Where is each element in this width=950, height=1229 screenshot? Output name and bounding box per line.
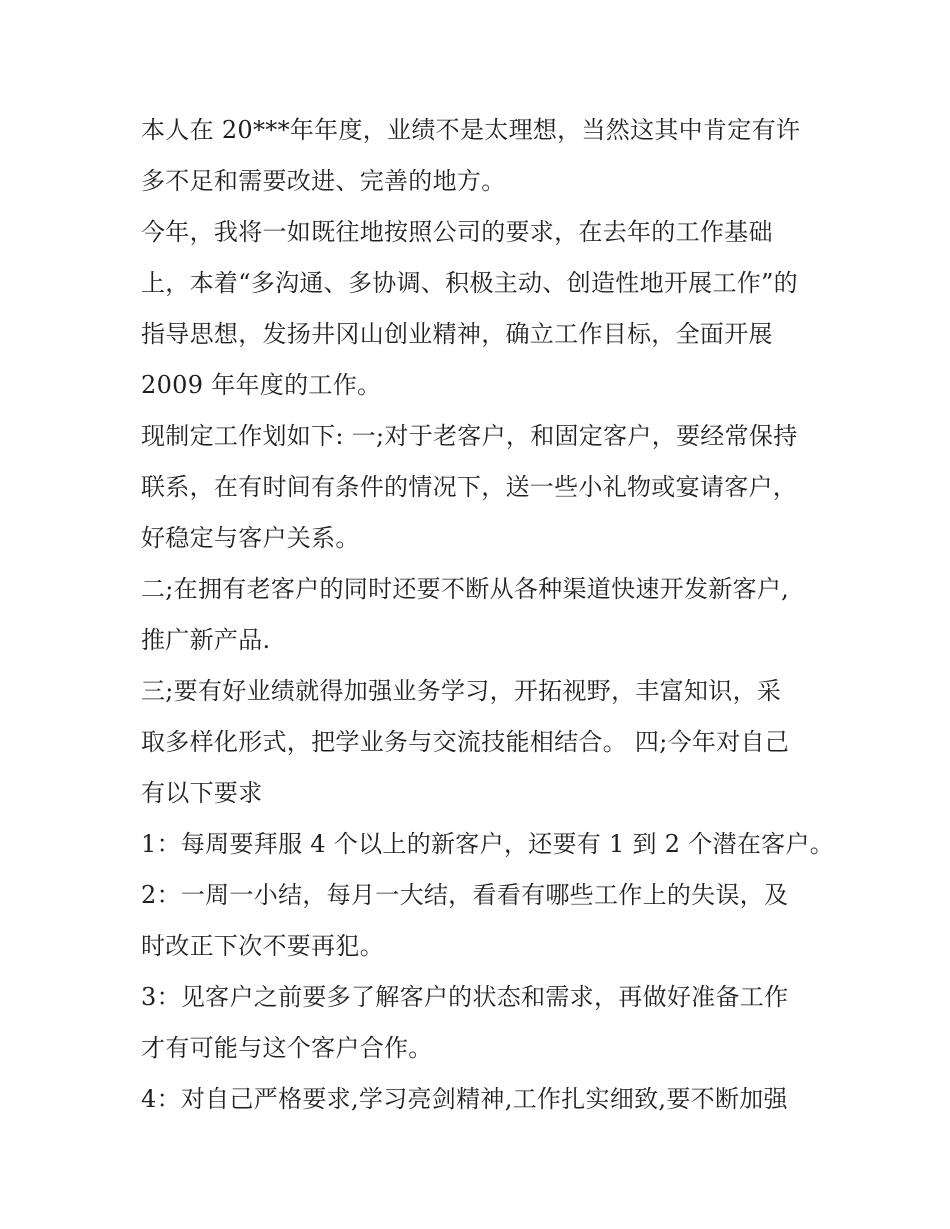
text-line: 好稳定与客户关系。 (141, 524, 360, 552)
text-line: 取多样化形式，把学业务与交流技能相结合。 四;今年对自己 (141, 728, 790, 756)
text-line: 今年，我将一如既往地按照公司的要求，在去年的工作基础 (141, 218, 773, 246)
text-line: 3：见客户之前要多了解客户的状态和需求，再做好准备工作 (141, 983, 789, 1011)
text-line: 三;要有好业绩就得加强业务学习，开拓视野，丰富知识，采 (141, 677, 782, 705)
text-line: 联系，在有时间有条件的情况下，送一些小礼物或宴请客户， (141, 473, 798, 501)
document-body (141, 105, 835, 1125)
text-line: 推广新产品. (141, 626, 271, 654)
text-line: 2009 年年度的工作。 (141, 371, 382, 399)
text-line: 有以下要求 (141, 779, 263, 807)
text-line: 4：对自己严格要求,学习亮剑精神,工作扎实细致,要不断加强 (141, 1085, 788, 1113)
text-line: 2：一周一小结，每月一大结，看看有哪些工作上的失误，及 (141, 881, 789, 909)
text-line: 时改正下次不要再犯。 (141, 932, 384, 960)
text-line: 多不足和需要改进、完善的地方。 (141, 167, 506, 195)
text-line: 二;在拥有老客户的同时还要不断从各种渠道快速开发新客户, (141, 575, 790, 603)
text-line: 本人在 20***年年度，业绩不是太理想，当然这其中肯定有许 (141, 116, 801, 144)
text-line: 1：每周要拜服 4 个以上的新客户，还要有 1 到 2 个潜在客户。 (141, 830, 835, 858)
text-line: 才有可能与这个客户合作。 (141, 1034, 433, 1062)
text-line: 现制定工作划如下: 一;对于老客户，和固定客户，要经常保持 (141, 422, 798, 450)
text-line: 指导思想，发扬井冈山创业精神，确立工作目标，全面开展 (141, 320, 773, 348)
text-line: 上，本着“多沟通、多协调、积极主动、创造性地开展工作”的 (141, 269, 798, 297)
